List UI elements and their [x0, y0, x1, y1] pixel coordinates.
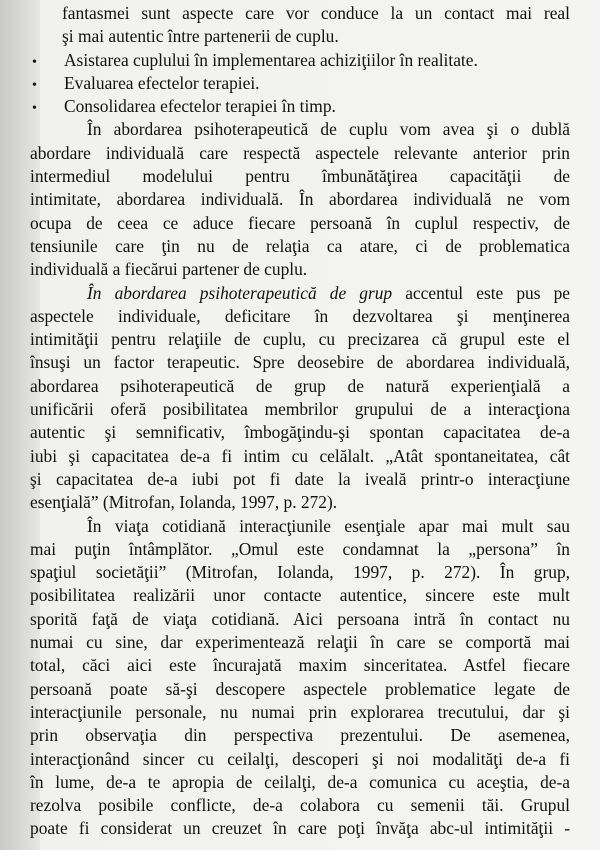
text-line: prin observaţia din perspectiva prezentului. De asemenea,	[30, 725, 570, 746]
paragraph-everyday-life	[30, 515, 570, 841]
text-line: persoană poate să-şi descopere aspectele problematice legate de	[30, 678, 570, 699]
text-line	[30, 282, 570, 305]
paragraph-group-therapy	[30, 282, 570, 515]
list-item-text: Evaluarea efectelor terapiei.	[64, 72, 260, 93]
text-line: posibilitatea realizării unor contacte autentice, sincere este mult	[30, 585, 570, 606]
italic-phrase: În abordarea psihoterapeutică de grup	[87, 282, 393, 303]
text-line: numai cu sine, dar experimentează relaţii în care se comportă mai	[30, 632, 570, 653]
text-line: intimitate, abordarea individuală. În abordarea individuală ne vom	[30, 189, 570, 210]
text-line: rezolva posibile conflicte, de-a colabora cu semenii tăi. Grupul	[30, 795, 570, 816]
page-text	[30, 2, 570, 841]
text-line: fantasmei sunt aspecte care vor conduce la un contact mai real	[62, 3, 570, 23]
list-item	[30, 72, 570, 95]
text-line: ocupa de ceea ce aduce fiecare persoană în cuplul respectiv, de	[30, 212, 570, 233]
list-item	[30, 49, 570, 72]
text-line: abordare individuală care respectă aspectele relevante anterior prin	[30, 142, 570, 163]
text-line: interacţiunile personale, nu numai prin explorarea trecutului, dar şi	[30, 701, 570, 722]
paragraph-couple-therapy	[30, 118, 570, 281]
text-line: În abordarea psihoterapeutică de cuplu vom avea şi o dublă	[87, 119, 570, 140]
text-line: autentic şi semnificativ, îmbogăţindu-şi spontan capacitatea de-a	[30, 422, 570, 443]
text-line: spaţiul societăţii” (Mitrofan, Iolanda, 1997, p. 272). În grup,	[30, 562, 570, 583]
list-item-text: Asistarea cuplului în implementarea achiziţiilor în realitate.	[64, 49, 478, 70]
bullet-icon: •	[32, 77, 37, 93]
text-line: aspectele individuale, deficitare în dezvoltarea şi menţinerea	[30, 305, 570, 326]
text-line: mai puţin întâmplător. „Omul este condamnat la „persona” în	[30, 538, 570, 559]
text-line: însuşi un factor terapeutic. Spre deosebire de abordarea individuală,	[30, 352, 570, 373]
text-line: poate fi considerat un creuzet în care poţi învăţa abc-ul intimităţii -	[30, 818, 570, 839]
text-line: interacţionând sincer cu ceilalţi, descoperi şi noi modalităţi de-a fi	[30, 748, 570, 769]
text-line: intermediul modelului pentru îmbunătăţirea capacităţii de	[30, 166, 570, 187]
text-line: În viaţa cotidiană interacţiunile esenţiale apar mai mult sau	[87, 515, 570, 536]
text-line: esenţială” (Mitrofan, Iolanda, 1997, p. 272).	[30, 492, 338, 513]
text-fragment: accentul este pus pe	[392, 282, 570, 303]
bullet-icon: •	[32, 54, 37, 70]
text-line: unificării oferă posibilitatea membrilor grupului de a interacţiona	[30, 399, 570, 420]
list-item	[30, 95, 570, 118]
text-line: şi capacitatea de-a iubi pot fi date la iveală printr-o interacţiune	[30, 468, 570, 489]
text-line: sporită faţă de viaţa cotidiană. Aici persoana intră în contact nu	[30, 608, 570, 629]
text-line: intimităţii pentru relaţiile de cuplu, cu precizarea că grupul este el	[30, 329, 570, 350]
text-line: şi mai autentic între partenerii de cuplu.	[62, 26, 339, 47]
text-line: abordarea psihoterapeutică de grup de natură experienţială a	[30, 375, 570, 396]
text-line: în lume, de-a te apropia de ceilalţi, de-a comunica cu aceştia, de-a	[30, 771, 570, 792]
text-line: total, căci aici este încurajată maxim sinceritatea. Astfel fiecare	[30, 655, 570, 676]
list-item-text: Consolidarea efectelor terapiei în timp.	[64, 96, 336, 117]
text-line: individuală a fiecărui partener de cuplu.	[30, 259, 308, 280]
bullet-icon: •	[32, 101, 37, 117]
text-line: iubi şi capacitatea de-a fi intim cu celălalt. „Atât spontaneitatea, cât	[30, 445, 570, 466]
text-line: tensiunile care ţin nu de relaţia ca atare, ci de problematica	[30, 235, 570, 256]
